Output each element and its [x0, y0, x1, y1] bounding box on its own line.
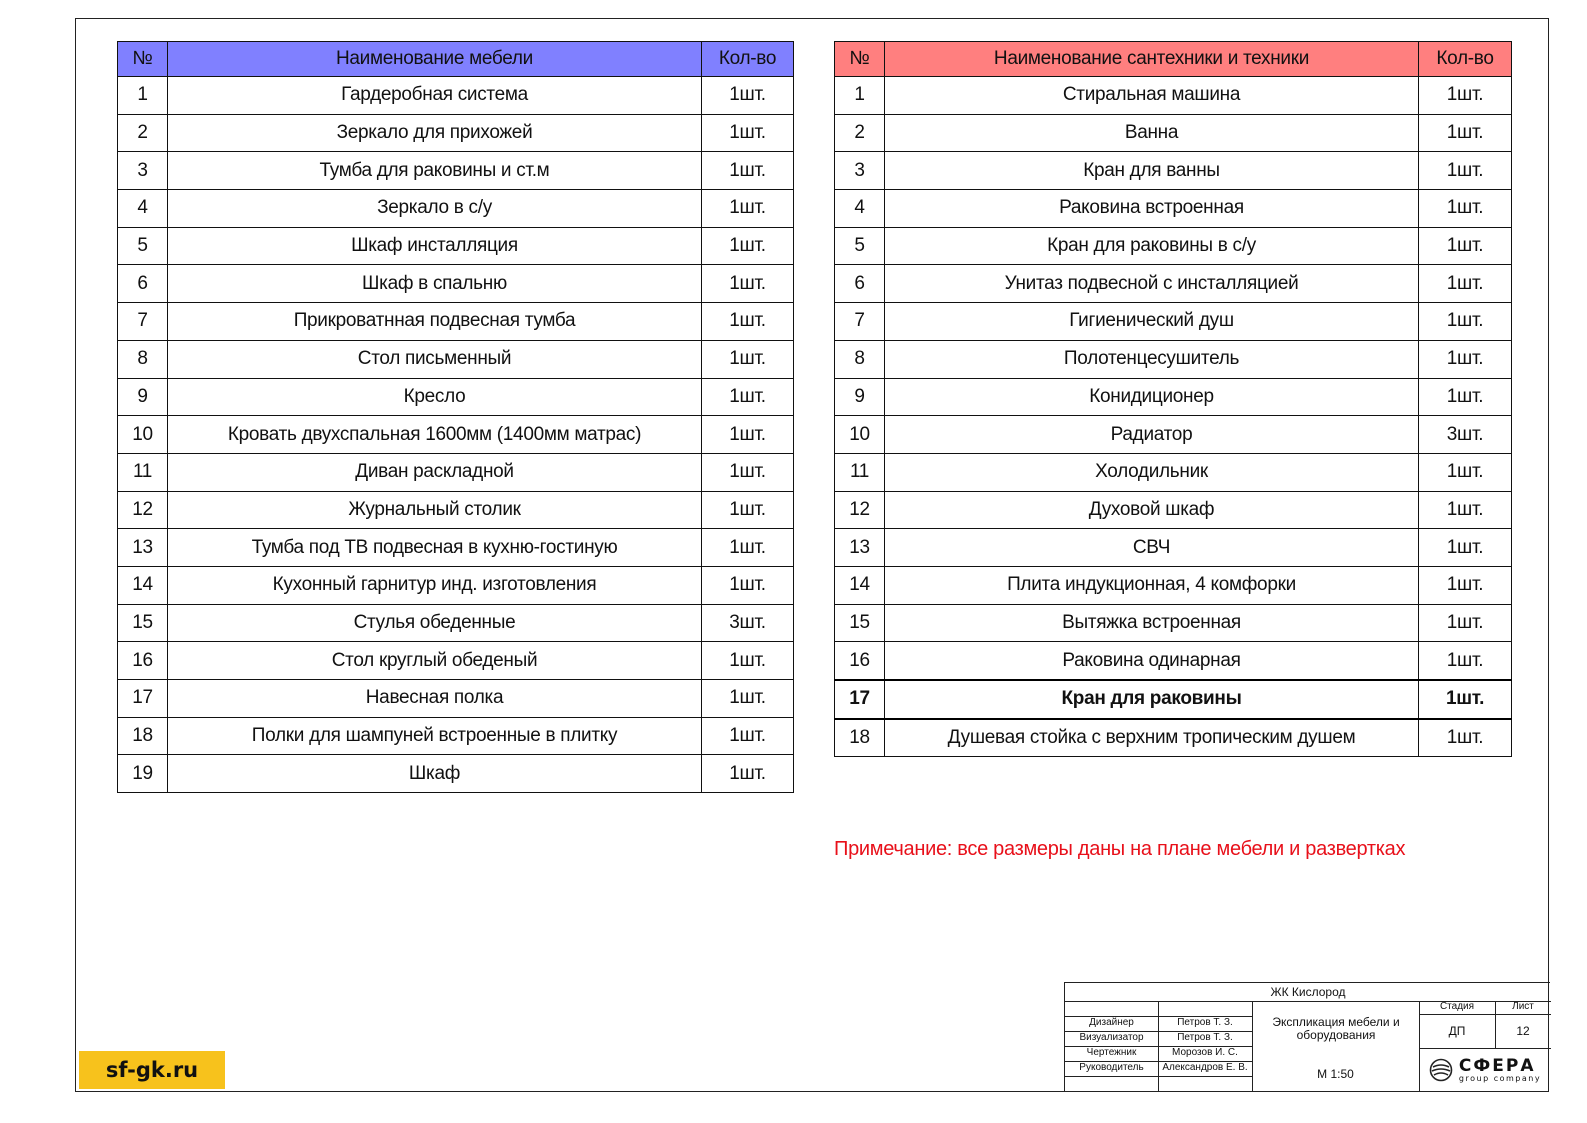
- table-row: [835, 529, 1512, 567]
- table-row: [835, 227, 1512, 265]
- table-row: [118, 529, 794, 567]
- row-name: Конидиционер: [885, 378, 1419, 416]
- row-quantity: 1шт.: [702, 529, 794, 567]
- row-name: СВЧ: [885, 529, 1419, 567]
- row-name: Кровать двухспальная 1600мм (1400мм матрас): [168, 416, 702, 454]
- row-name: Шкаф: [168, 755, 702, 793]
- stage-label: Стадия: [1439, 1001, 1475, 1013]
- company-logo: [1419, 1048, 1551, 1092]
- project-name: ЖК Кислород: [1270, 984, 1346, 999]
- table-row: [835, 642, 1512, 680]
- row-quantity: 1шт.: [1419, 529, 1512, 567]
- row-name: Навесная полка: [168, 680, 702, 718]
- row-number: 7: [118, 303, 168, 341]
- note-text: Примечание: все размеры даны на плане мебели и развертках: [834, 838, 1406, 860]
- table-row: [835, 340, 1512, 378]
- row-number: 11: [835, 453, 885, 491]
- row-name: Шкаф в спальню: [168, 265, 702, 303]
- row-name: Стиральная машина: [885, 77, 1419, 115]
- table-row: [118, 453, 794, 491]
- row-name: Духовой шкаф: [885, 491, 1419, 529]
- row-name: Стол круглый обеденый: [168, 642, 702, 680]
- row-name: Тумба для раковины и ст.м: [168, 152, 702, 190]
- header-name: Наименование сантехники и техники: [885, 42, 1419, 77]
- title-block: [1064, 982, 1550, 1091]
- table-row: [118, 604, 794, 642]
- row-number: 9: [118, 378, 168, 416]
- table-row: [118, 755, 794, 793]
- row-number: 9: [835, 378, 885, 416]
- row-name: Гигиенический душ: [885, 303, 1419, 341]
- role-manager: Руководитель: [1079, 1062, 1144, 1074]
- row-number: 3: [835, 152, 885, 190]
- row-quantity: 1шт.: [1419, 566, 1512, 604]
- row-quantity: 1шт.: [702, 265, 794, 303]
- row-quantity: 1шт.: [702, 416, 794, 454]
- row-quantity: 1шт.: [702, 566, 794, 604]
- row-name: Радиатор: [885, 416, 1419, 454]
- row-number: 6: [835, 265, 885, 303]
- row-quantity: 1шт.: [1419, 719, 1512, 757]
- row-name: Журнальный столик: [168, 491, 702, 529]
- row-quantity: 1шт.: [1419, 227, 1512, 265]
- row-number: 15: [118, 604, 168, 642]
- name-manager: Александров Е. В.: [1162, 1062, 1248, 1074]
- row-number: 18: [835, 719, 885, 757]
- row-name: Шкаф инсталляция: [168, 227, 702, 265]
- row-name: Раковина встроенная: [885, 190, 1419, 228]
- header-qty: Кол-во: [702, 42, 794, 77]
- row-number: 14: [118, 566, 168, 604]
- row-name: Кухонный гарнитур инд. изготовления: [168, 566, 702, 604]
- row-quantity: 1шт.: [1419, 114, 1512, 152]
- table-row: [835, 566, 1512, 604]
- row-name: Кресло: [168, 378, 702, 416]
- table-row: [118, 77, 794, 115]
- company-name: СФЕРА: [1458, 1055, 1536, 1076]
- table-row: [835, 604, 1512, 642]
- row-quantity: 1шт.: [702, 717, 794, 755]
- row-name: Диван раскладной: [168, 453, 702, 491]
- row-quantity: 1шт.: [702, 680, 794, 718]
- table-row: [835, 491, 1512, 529]
- sheet-title: Экспликация мебели и оборудования: [1272, 1015, 1400, 1042]
- row-quantity: 1шт.: [702, 227, 794, 265]
- table-row: [118, 378, 794, 416]
- row-quantity: 1шт.: [702, 152, 794, 190]
- table-row: [118, 416, 794, 454]
- row-quantity: 1шт.: [1419, 77, 1512, 115]
- row-number: 8: [118, 340, 168, 378]
- table-row: [118, 265, 794, 303]
- header-name: Наименование мебели: [168, 42, 702, 77]
- row-number: 4: [835, 190, 885, 228]
- table-row: [118, 303, 794, 341]
- row-number: 16: [118, 642, 168, 680]
- row-name: Плита индукционная, 4 комфорки: [885, 566, 1419, 604]
- row-name: Душевая стойка с верхним тропическим душем: [885, 719, 1419, 757]
- table-row: [118, 227, 794, 265]
- row-name: Прикроватнная подвесная тумба: [168, 303, 702, 341]
- row-number: 7: [835, 303, 885, 341]
- table-row: [118, 642, 794, 680]
- row-name: Зеркало для прихожей: [168, 114, 702, 152]
- row-name: Полки для шампуней встроенные в плитку: [168, 717, 702, 755]
- table-row: [835, 680, 1512, 719]
- plumbing-header-row: [835, 42, 1512, 77]
- row-quantity: 1шт.: [1419, 604, 1512, 642]
- row-number: 13: [835, 529, 885, 567]
- row-name: Полотенцесушитель: [885, 340, 1419, 378]
- row-number: 13: [118, 529, 168, 567]
- table-row: [118, 566, 794, 604]
- row-quantity: 1шт.: [702, 77, 794, 115]
- row-quantity: 1шт.: [1419, 152, 1512, 190]
- row-name: Гардеробная система: [168, 77, 702, 115]
- row-name: Ванна: [885, 114, 1419, 152]
- row-number: 17: [835, 680, 885, 719]
- role-drafter: Чертежник: [1086, 1047, 1137, 1059]
- table-row: [835, 152, 1512, 190]
- row-quantity: 1шт.: [1419, 491, 1512, 529]
- row-quantity: 1шт.: [702, 453, 794, 491]
- row-number: 19: [118, 755, 168, 793]
- sphere-icon: [1429, 1058, 1453, 1082]
- row-number: 12: [835, 491, 885, 529]
- table-row: [835, 378, 1512, 416]
- table-row: [835, 265, 1512, 303]
- table-row: [835, 416, 1512, 454]
- row-quantity: 1шт.: [1419, 265, 1512, 303]
- row-number: 1: [118, 77, 168, 115]
- table-row: [835, 303, 1512, 341]
- row-quantity: 3шт.: [702, 604, 794, 642]
- header-qty: Кол-во: [1419, 42, 1512, 77]
- row-number: 2: [118, 114, 168, 152]
- row-name: Кран для ванны: [885, 152, 1419, 190]
- stage-value: ДП: [1448, 1023, 1466, 1038]
- row-name: Раковина одинарная: [885, 642, 1419, 680]
- row-quantity: 1шт.: [1419, 680, 1512, 719]
- row-number: 2: [835, 114, 885, 152]
- table-row: [118, 717, 794, 755]
- plumbing-table: [834, 41, 1512, 757]
- row-quantity: 1шт.: [702, 114, 794, 152]
- role-designer: Дизайнер: [1089, 1017, 1134, 1029]
- row-name: Унитаз подвесной с инсталляцией: [885, 265, 1419, 303]
- role-visualizer: Визуализатор: [1079, 1032, 1144, 1044]
- row-number: 15: [835, 604, 885, 642]
- website-link[interactable]: sf-gk.ru: [105, 1058, 199, 1082]
- sheet-label: Лист: [1512, 1001, 1534, 1013]
- row-number: 10: [835, 416, 885, 454]
- name-visualizer: Петров Т. З.: [1177, 1032, 1233, 1044]
- row-quantity: 1шт.: [1419, 340, 1512, 378]
- row-name: Зеркало в с/у: [168, 190, 702, 228]
- row-number: 14: [835, 566, 885, 604]
- furniture-header-row: [118, 42, 794, 77]
- row-name: Кран для раковины: [885, 680, 1419, 719]
- row-name: Стулья обеденные: [168, 604, 702, 642]
- header-num: №: [118, 42, 168, 77]
- row-number: 12: [118, 491, 168, 529]
- row-number: 5: [118, 227, 168, 265]
- row-name: Холодильник: [885, 453, 1419, 491]
- row-quantity: 1шт.: [1419, 453, 1512, 491]
- name-drafter: Морозов И. С.: [1172, 1047, 1238, 1059]
- row-name: Стол письменный: [168, 340, 702, 378]
- row-number: 6: [118, 265, 168, 303]
- row-quantity: 1шт.: [1419, 303, 1512, 341]
- row-quantity: 1шт.: [702, 190, 794, 228]
- row-number: 11: [118, 453, 168, 491]
- row-quantity: 1шт.: [1419, 642, 1512, 680]
- row-number: 18: [118, 717, 168, 755]
- row-name: Кран для раковины в с/у: [885, 227, 1419, 265]
- furniture-table: [117, 41, 794, 793]
- row-number: 4: [118, 190, 168, 228]
- row-quantity: 1шт.: [702, 303, 794, 341]
- header-num: №: [835, 42, 885, 77]
- table-row: [118, 491, 794, 529]
- row-quantity: 1шт.: [702, 340, 794, 378]
- table-row: [835, 453, 1512, 491]
- row-quantity: 1шт.: [702, 755, 794, 793]
- row-number: 8: [835, 340, 885, 378]
- row-number: 3: [118, 152, 168, 190]
- website-badge: [79, 1051, 225, 1089]
- company-sub: group company: [1458, 1073, 1542, 1083]
- table-row: [118, 152, 794, 190]
- row-number: 5: [835, 227, 885, 265]
- row-name: Вытяжка встроенная: [885, 604, 1419, 642]
- table-row: [118, 190, 794, 228]
- row-number: 10: [118, 416, 168, 454]
- row-number: 16: [835, 642, 885, 680]
- row-number: 17: [118, 680, 168, 718]
- row-number: 1: [835, 77, 885, 115]
- row-quantity: 1шт.: [702, 491, 794, 529]
- row-name: Тумба под ТВ подвесная в кухню-гостиную: [168, 529, 702, 567]
- name-designer: Петров Т. З.: [1177, 1017, 1233, 1029]
- row-quantity: 1шт.: [1419, 378, 1512, 416]
- table-row: [118, 114, 794, 152]
- sheet-value: 12: [1516, 1023, 1530, 1038]
- table-row: [835, 114, 1512, 152]
- table-row: [835, 77, 1512, 115]
- row-quantity: 1шт.: [1419, 190, 1512, 228]
- table-row: [835, 719, 1512, 757]
- scale: М 1:50: [1317, 1067, 1354, 1082]
- row-quantity: 3шт.: [1419, 416, 1512, 454]
- table-row: [835, 190, 1512, 228]
- table-row: [118, 680, 794, 718]
- row-quantity: 1шт.: [702, 378, 794, 416]
- row-quantity: 1шт.: [702, 642, 794, 680]
- table-row: [118, 340, 794, 378]
